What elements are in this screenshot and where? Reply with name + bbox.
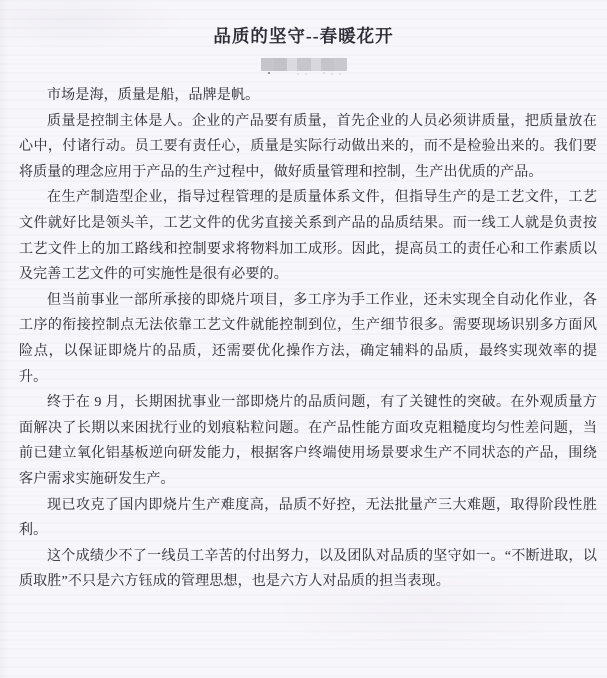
document-body <box>0 83 607 595</box>
redaction-block <box>321 58 334 71</box>
redacted-author-name <box>261 58 347 71</box>
redaction-block <box>297 58 311 71</box>
paragraph-2: 质量是控制主体是人。企业的产品要有质量，首先企业的人员必须讲质量，把质量放在心中，付诸行动。员工要有责任心，质量是实际行动做出来的，而不是检验出来的。我们要将质量的理念应用于产品的生产过程中，做好质量管理和控制，生产出优质的产品。 <box>19 113 597 180</box>
document-title: 品质的坚守--春暖花开 <box>213 26 394 46</box>
redaction-block <box>274 58 287 71</box>
paragraph-4: 但当前事业一部所承接的即烧片项目，多工序为手工作业，还未实现全自动化作业，各工序的衔接控制点无法依靠工艺文件就能控制到位，生产细节很多。需要现场识别多方面风险点，以保证即烧片的品质，还需要优化操作方法，确定辅料的品质，最终实现效率的提升。 <box>19 292 597 385</box>
paragraph-1: 市场是海，质量是船，品牌是帆。 <box>47 88 260 103</box>
paragraph-3: 在生产制造型企业，指导过程管理的是质量体系文件，但指导生产的是工艺文件，工艺文件就好比是领头羊，工艺文件的优劣直接关系到产品的品质结果。而一线工人就是负责按工艺文件上的加工路线和控制要求将物料加工成形。因此，提高员工的责任心和工作素质以及完善工艺文件的可实施性是很有必要的。 <box>19 190 597 283</box>
paragraph-7: 这个成绩少不了一线员工辛苦的付出努力，以及团队对品质的坚守如一。“不断进取，以质取胜”不只是六方钰成的管理思想，也是六方人对品质的担当表现。 <box>19 548 597 590</box>
redaction-block <box>287 58 297 71</box>
paragraph-6: 现已攻克了国内即烧片生产难度高，品质不好控，无法批量产三大难题，取得阶段性胜利。 <box>19 497 597 539</box>
redaction-block <box>334 58 347 71</box>
redaction-block <box>311 58 321 71</box>
redaction-block <box>261 58 274 71</box>
paragraph-5: 终于在 9 月，长期困扰事业一部即烧片的品质问题，有了关键性的突破。在外观质量方面解决了长期以来困扰行业的划痕粘粒问题。在产品性能方面攻克粗糙度均匀性差问题，当前已建立氧化铝基板逆向研发能力，根据客户终端使用场景要求生产不同状态的产品，围绕客户需求实施研发生产。 <box>19 395 597 487</box>
